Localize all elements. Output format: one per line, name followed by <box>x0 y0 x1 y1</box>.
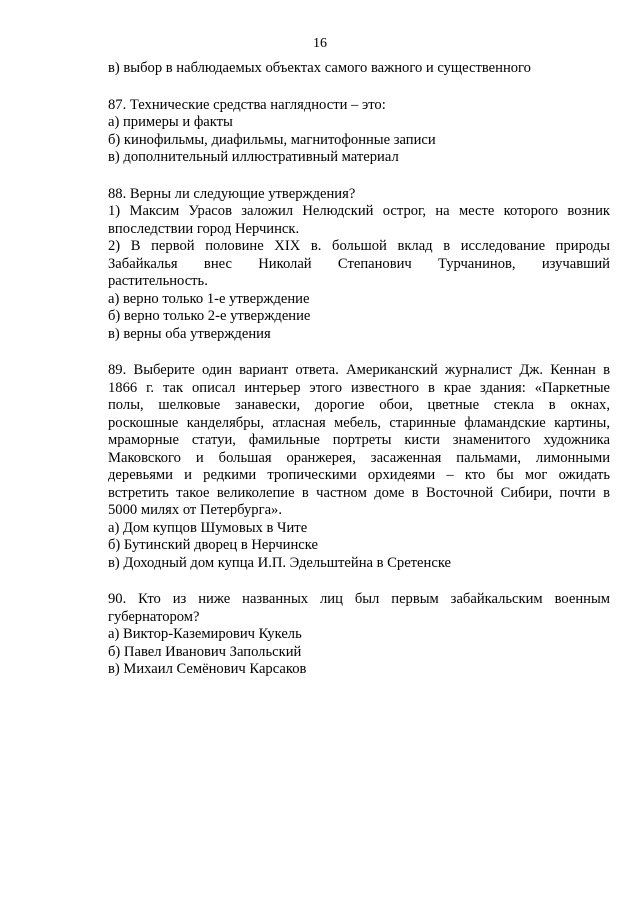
answer-option: а) верно только 1-е утверждение <box>108 290 310 307</box>
answer-option: б) Павел Иванович Запольский <box>108 643 302 660</box>
answer-option: в) Михаил Семёнович Карсаков <box>108 661 307 677</box>
page-number: 16 <box>313 36 327 51</box>
statement-text: 2) В первой половине XIX в. большой вклад в исследование природы <box>108 238 610 254</box>
question-text: губернатором? <box>108 608 200 625</box>
question-90 <box>108 591 610 679</box>
question-87 <box>108 97 610 167</box>
answer-option: б) Бутинский дворец в Нерчинске <box>108 537 318 553</box>
question-text: деревьями и редкими тропическими орхидеями – кто бы мог ожидать <box>108 467 610 483</box>
question-text: Маковского и большая оранжерея, засаженная пальмами, лимонными <box>108 449 610 466</box>
question-text: полы, шелковые занавески, дорогие обои, цветные стекла в окнах, <box>108 397 610 413</box>
question-text: мраморные статуи, фамильные портреты кисти знаменитого художника <box>108 432 610 448</box>
question-text: встретить такое великолепие в частном доме в Восточной Сибири, почти в <box>108 484 610 501</box>
question-text: 90. Кто из ниже названных лиц был первым забайкальским военным <box>108 591 610 607</box>
question-89 <box>108 362 610 572</box>
statement-text: растительность. <box>108 273 208 289</box>
question-text: 1866 г. так описал интерьер этого известного в крае здания: «Паркетные <box>108 379 610 396</box>
statement-text: 1) Максим Урасов заложил Нелюдский острог, на месте которого возник <box>108 203 610 219</box>
answer-option: в) верны оба утверждения <box>108 325 271 342</box>
question-text: 89. Выберите один вариант ответа. Американский журналист Дж. Кеннан в <box>108 362 610 378</box>
answer-option: а) примеры и факты <box>108 114 233 130</box>
answer-option: б) кинофильмы, диафильмы, магнитофонные записи <box>108 131 436 148</box>
question-text: 88. Верны ли следующие утверждения? <box>108 185 356 202</box>
question-text: 87. Технические средства наглядности – это: <box>108 96 386 113</box>
answer-option: б) верно только 2-е утверждение <box>108 308 311 324</box>
question-88 <box>108 186 610 344</box>
answer-option: в) дополнительный иллюстративный материал <box>108 149 399 165</box>
statement-text: Забайкалья внес Николай Степанович Турчанинов, изучавший <box>108 255 610 272</box>
statement-text: впоследствии город Нерчинск. <box>108 220 300 237</box>
answer-option: а) Дом купцов Шумовых в Чите <box>108 519 308 536</box>
question-text: 5000 милях от Петербурга». <box>108 502 282 518</box>
answer-option: в) выбор в наблюдаемых объектах самого важного и существенного <box>108 60 531 76</box>
document-body <box>108 60 610 679</box>
answer-option: а) Виктор-Каземирович Кукель <box>108 626 302 642</box>
answer-option: в) Доходный дом купца И.П. Эдельштейна в Сретенске <box>108 554 452 571</box>
question-text: роскошные канделябры, атласная мебель, старинные фламандские картины, <box>108 414 610 431</box>
